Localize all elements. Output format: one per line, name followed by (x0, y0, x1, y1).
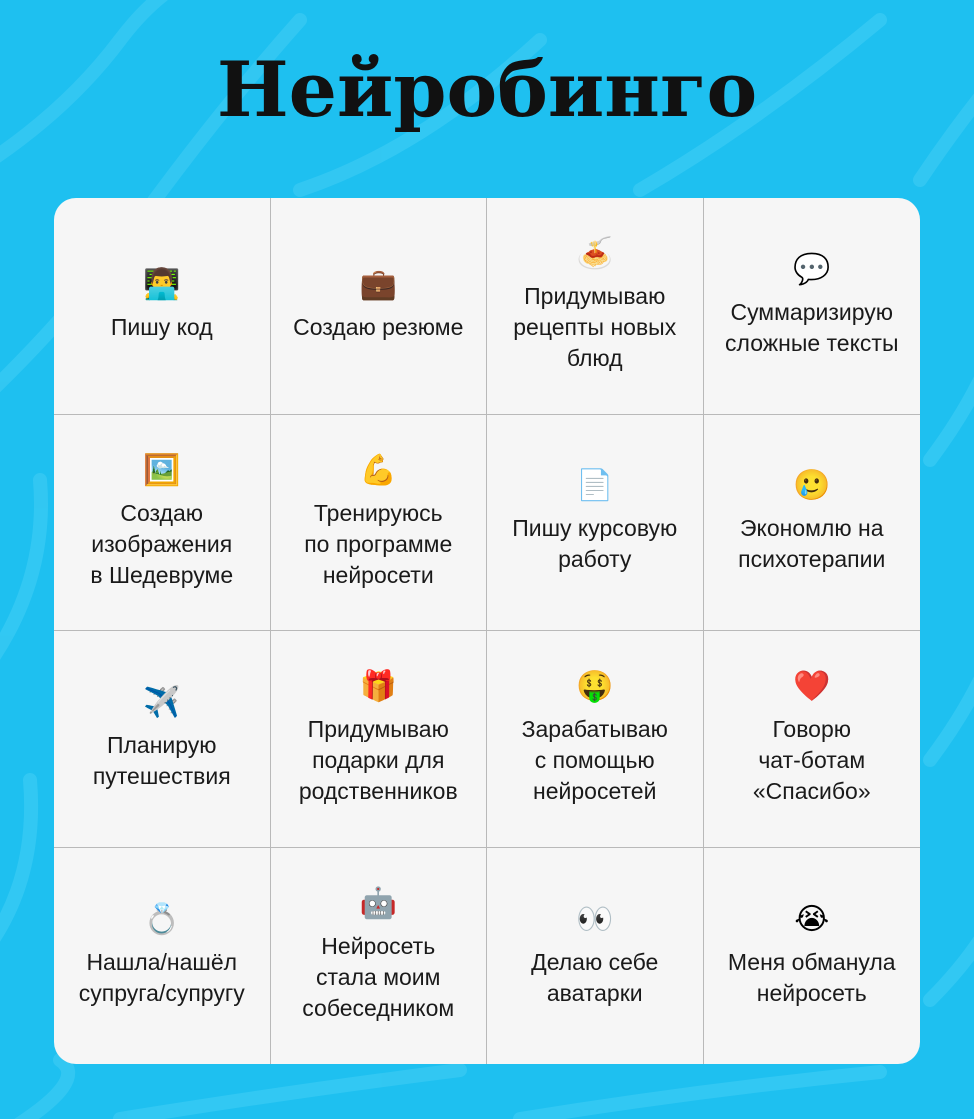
bingo-cell[interactable] (271, 848, 488, 1065)
bingo-cell[interactable] (487, 631, 704, 848)
bingo-cell-label: Планирую путешествия (92, 731, 231, 789)
bingo-cell[interactable] (54, 848, 271, 1065)
bingo-cell[interactable] (54, 198, 271, 415)
bingo-cell[interactable] (487, 198, 704, 415)
spaghetti-icon: 🍝 (576, 236, 614, 272)
speech-bubble-icon: 💬 (793, 251, 831, 287)
bingo-cell[interactable] (704, 415, 921, 632)
bingo-cell-label: Пишу код (110, 314, 213, 341)
bingo-cell[interactable] (271, 415, 488, 632)
bingo-cell[interactable] (704, 631, 921, 848)
bingo-cell[interactable] (487, 848, 704, 1065)
bingo-cell[interactable] (54, 415, 271, 632)
bingo-cell-label: Придумываю подарки для родственников (298, 716, 458, 805)
airplane-icon: ✈️ (143, 684, 181, 720)
bingo-cell-label: Тренируюсь по программе нейросети (304, 499, 453, 588)
bingo-cell[interactable] (271, 198, 488, 415)
page-title: Нейробинго (216, 45, 758, 134)
page-icon: 📄 (576, 468, 614, 504)
technologist-icon: 👨‍💻 (143, 267, 181, 303)
robot-icon: 🤖 (359, 886, 397, 922)
red-heart-icon: ❤️ (793, 669, 831, 705)
bingo-cell-label: Создаю изображения в Шедевруме (90, 499, 234, 588)
bingo-cell-label: Делаю себе аватарки (531, 948, 659, 1006)
tearful-face-icon: 🥲 (793, 468, 831, 504)
bingo-cell-label: Меня обманула нейросеть (727, 948, 896, 1006)
bingo-cell[interactable] (271, 631, 488, 848)
bingo-cell-label: Придумываю рецепты новых блюд (513, 283, 677, 372)
flexed-biceps-icon: 💪 (359, 452, 397, 488)
bingo-cell-label: Экономлю на психотерапии (738, 515, 886, 573)
bingo-cell[interactable] (704, 198, 921, 415)
money-mouth-face-icon: 🤑 (576, 669, 614, 705)
bingo-cell[interactable] (54, 631, 271, 848)
eyes-icon: 👀 (576, 901, 614, 937)
bingo-cell[interactable] (487, 415, 704, 632)
bingo-cell-label: Нашла/нашёл супруга/супругу (78, 948, 245, 1006)
framed-picture-icon: 🖼️ (143, 452, 181, 488)
bingo-cell[interactable] (704, 848, 921, 1065)
briefcase-icon: 💼 (359, 267, 397, 303)
bingo-cell-label: Говорю чат-ботам «Спасибо» (752, 716, 871, 805)
bingo-cell-label: Создаю резюме (293, 314, 464, 341)
bingo-cell-label: Суммаризирую сложные тексты (725, 298, 899, 356)
crying-face-icon: 😭 (794, 901, 830, 937)
ring-icon: 💍 (143, 901, 181, 937)
bingo-board (54, 198, 920, 1064)
bingo-cell-label: Зарабатываю с помощью нейросетей (521, 716, 668, 805)
bingo-cell-label: Пишу курсовую работу (512, 515, 678, 573)
gift-icon: 🎁 (359, 669, 397, 705)
bingo-cell-label: Нейросеть стала моим собеседником (302, 933, 455, 1022)
